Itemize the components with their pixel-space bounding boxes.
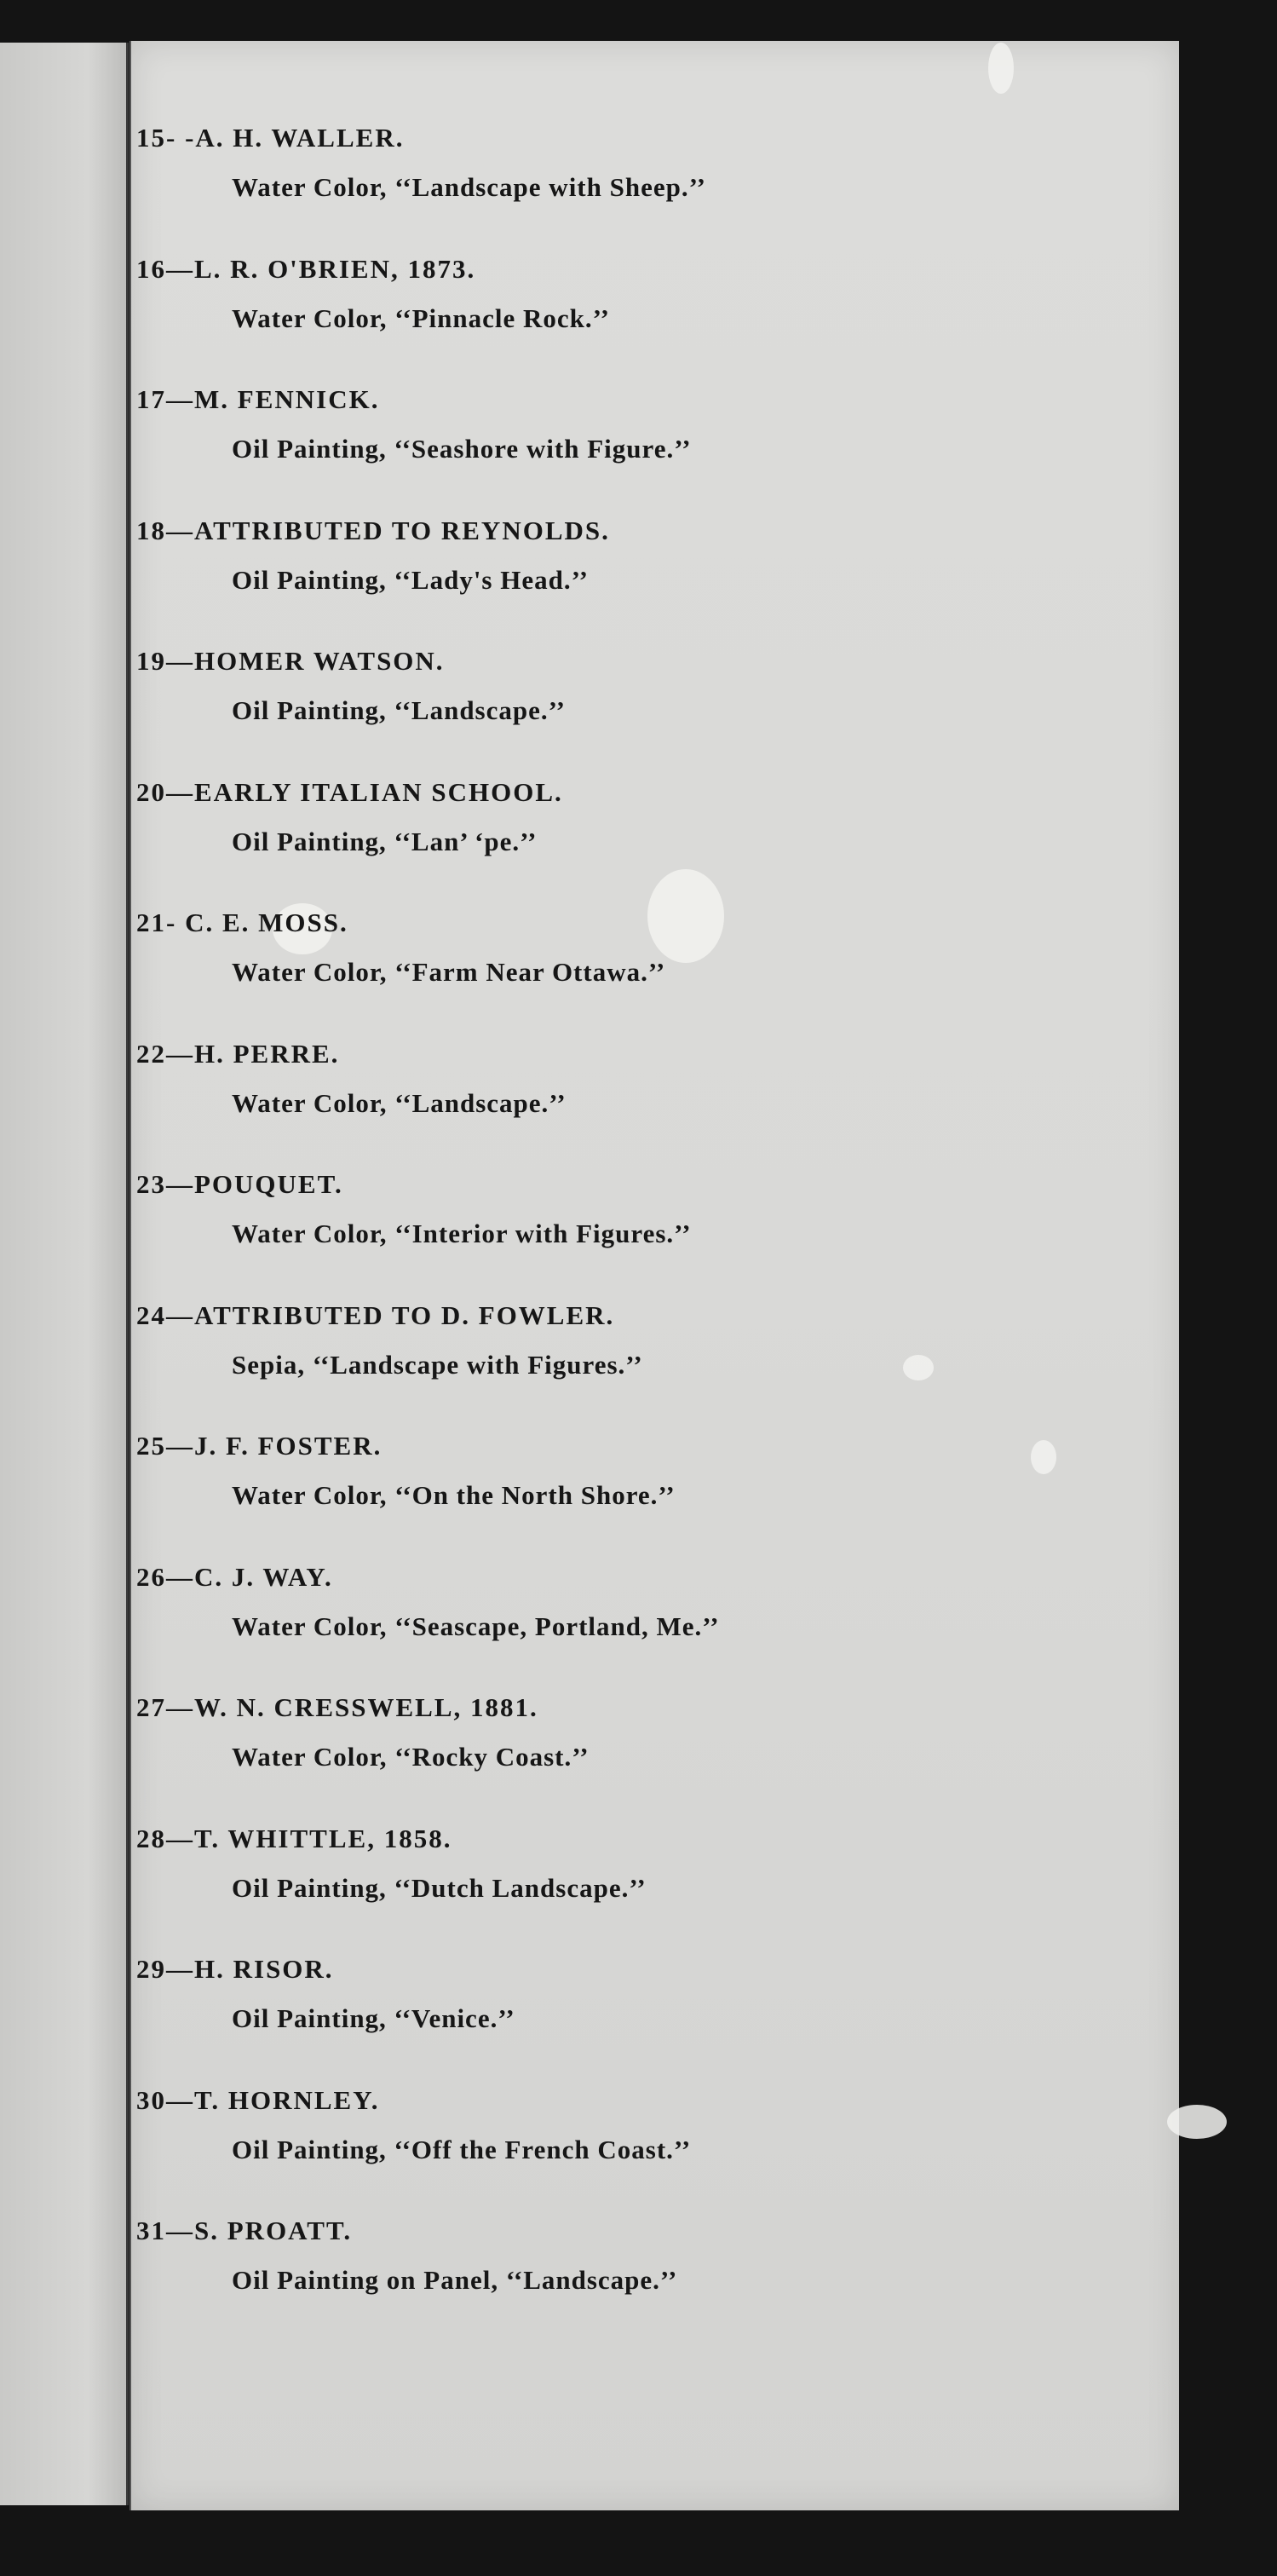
entry-work: Oil Painting, ‘‘Landscape.’’	[232, 695, 566, 725]
entry-work: Sepia, ‘‘Landscape with Figures.’’	[232, 1349, 643, 1380]
catalog-entry	[136, 1299, 988, 1430]
entry-artist: 28—T. WHITTLE, 1858.	[136, 1823, 452, 1853]
entry-artist: 31—S. PROATT.	[136, 2216, 353, 2245]
catalog-entry	[136, 1167, 988, 1299]
catalog-entry	[136, 1429, 988, 1560]
entry-work: Oil Painting, ‘‘Seashore with Figure.’’	[232, 434, 692, 464]
entry-work: Oil Painting, ‘‘Dutch Landscape.’’	[232, 1872, 647, 1903]
entry-work: Oil Painting, ‘‘Lady's Head.’’	[232, 564, 589, 595]
catalog-entry	[136, 644, 988, 775]
entry-work: Water Color, ‘‘On the North Shore.’’	[232, 1480, 676, 1510]
entry-artist: 17—M. FENNICK.	[136, 384, 380, 414]
catalog-entry	[136, 775, 988, 907]
entry-artist: 29—H. RISOR.	[136, 1954, 334, 1984]
entry-artist: 24—ATTRIBUTED TO D. FOWLER.	[136, 1300, 615, 1330]
entry-artist: 20—EARLY ITALIAN SCHOOL.	[136, 776, 563, 807]
entry-work: Water Color, ‘‘Rocky Coast.’’	[232, 1742, 590, 1772]
entry-artist: 15- -A. H. WALLER.	[136, 123, 405, 153]
entry-work: Water Color, ‘‘Landscape with Sheep.’’	[232, 172, 706, 202]
entry-work: Oil Painting on Panel, ‘‘Landscape.’’	[232, 2265, 678, 2295]
entry-artist: 30—T. HORNLEY.	[136, 2084, 380, 2115]
entry-work: Water Color, ‘‘Interior with Figures.’’	[232, 1219, 692, 1248]
catalog-list	[136, 121, 988, 2345]
entry-work: Oil Painting, ‘‘Lan’ ‘pe.’’	[232, 826, 538, 856]
entry-work: Water Color, ‘‘Landscape.’’	[232, 1087, 567, 1118]
catalog-entry	[136, 2214, 988, 2345]
entry-work: Water Color, ‘‘Seascape, Portland, Me.’’	[232, 1611, 720, 1641]
entry-artist: 23—POUQUET.	[136, 1169, 343, 1199]
entry-artist: 19—HOMER WATSON.	[136, 646, 445, 676]
catalog-entry	[136, 121, 988, 252]
left-page-edge	[0, 43, 129, 2505]
catalog-entry	[136, 1560, 988, 1691]
entry-artist: 16—L. R. O'BRIEN, 1873.	[136, 253, 476, 284]
catalog-entry	[136, 2083, 988, 2215]
entry-artist: 26—C. J. WAY.	[136, 1561, 333, 1592]
catalog-entry	[136, 514, 988, 645]
catalog-entry	[136, 1691, 988, 1822]
entry-artist: 18—ATTRIBUTED TO REYNOLDS.	[136, 515, 610, 545]
catalog-entry	[136, 906, 988, 1037]
entry-artist: 22—H. PERRE.	[136, 1038, 340, 1069]
paper-speck	[988, 43, 1014, 94]
entry-work: Water Color, ‘‘Pinnacle Rock.’’	[232, 303, 610, 333]
entry-artist: 21- C. E. MOSS.	[136, 908, 348, 937]
entry-artist: 25—J. F. FOSTER.	[136, 1431, 383, 1461]
entry-work: Oil Painting, ‘‘Venice.’’	[232, 2003, 515, 2033]
catalog-entry	[136, 1037, 988, 1168]
entry-artist: 27—W. N. CRESSWELL, 1881.	[136, 1692, 538, 1722]
catalog-entry	[136, 1952, 988, 2083]
paper-speck	[1167, 2105, 1227, 2139]
catalog-entry	[136, 383, 988, 514]
entry-work: Oil Painting, ‘‘Off the French Coast.’’	[232, 2134, 692, 2164]
entry-work: Water Color, ‘‘Farm Near Ottawa.’’	[232, 957, 666, 987]
catalog-entry	[136, 252, 988, 383]
catalog-entry	[136, 1822, 988, 1953]
paper-speck	[1031, 1440, 1056, 1474]
